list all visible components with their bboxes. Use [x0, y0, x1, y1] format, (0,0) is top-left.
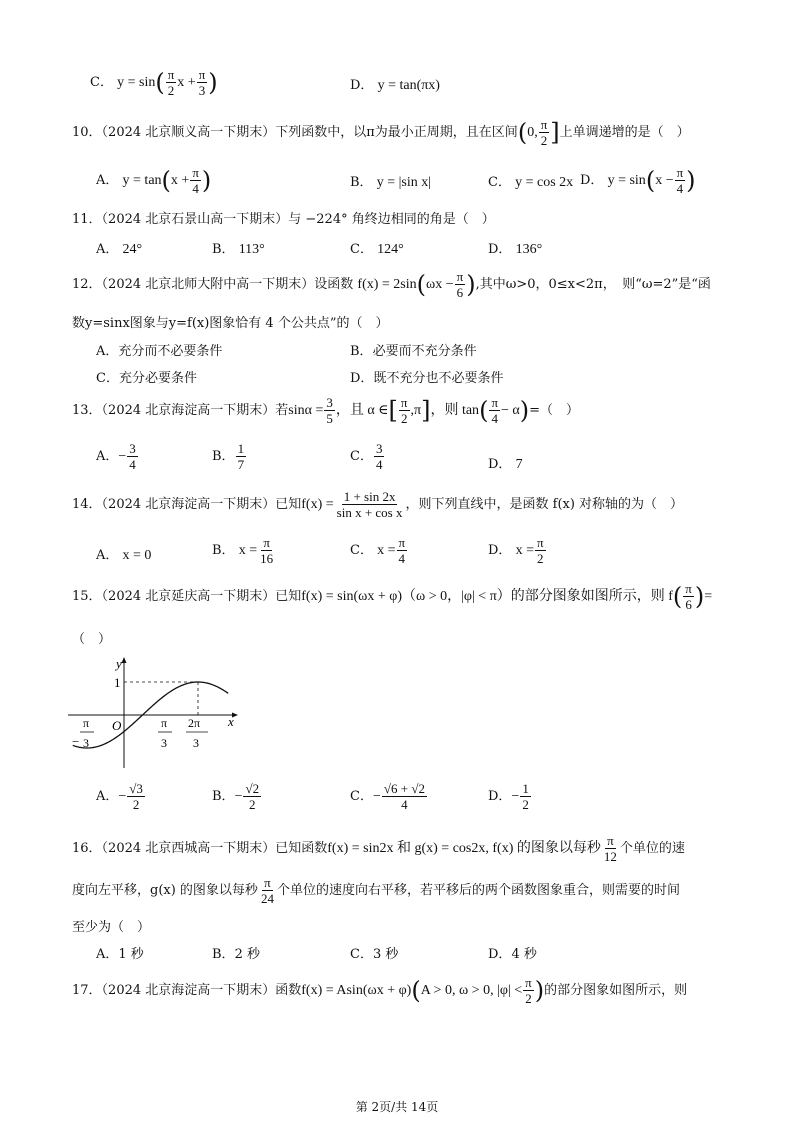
fraction: $\frac{3}{5}$ [326, 395, 333, 426]
fraction: $\frac{\pi}{2}$ [536, 535, 544, 566]
q14-option-d: D． x = $\frac{\pi}{2}$ [488, 535, 544, 566]
q15-option-c: C．− $\frac{√6 + √2}{4}$ [350, 781, 425, 812]
q11-option-a: A． 24° [96, 242, 143, 257]
q12-option-b: B．必要而不充分条件 [350, 344, 477, 359]
q12-stem-line2: 数y=sinx图象与y=f(x)图象恰有 4 个公共点”的（ ） [72, 316, 389, 331]
tick-pi-3-numerator: π [161, 716, 168, 730]
fraction: $\frac{\pi}{2}$ [540, 117, 548, 148]
tick-neg-pi-3-numerator: π [83, 716, 90, 730]
q12-option-a: A．充分而不必要条件 [96, 344, 223, 359]
fraction: $\frac{\pi}{12}$ [603, 833, 617, 864]
q14-option-a: A． x = 0 [96, 548, 152, 563]
fraction: $\frac{3}{4}$ [129, 441, 136, 472]
q9-option-c: C． y = sin( $\frac{\pi}{2}$ x + $\frac{\pi}{3}$ ) [90, 67, 218, 98]
q13-option-b: B． $\frac{1}{7}$ [212, 441, 245, 472]
fraction: $\frac{√2}{2}$ [245, 781, 260, 812]
tick-2pi-3-numerator: 2π [188, 716, 201, 730]
q12-option-d: D．既不充分也不必要条件 [350, 371, 504, 386]
q10-option-a: A． y = tan(x + $\frac{\pi}{4}$ ) [96, 165, 212, 196]
fraction: $\frac{\pi}{16}$ [260, 535, 274, 566]
q15-stem-line2: （ ） [72, 632, 112, 647]
fraction: $\frac{√6 + √2}{4}$ [383, 781, 425, 812]
fraction: $\frac{\pi}{6}$ [456, 269, 464, 300]
q13-stem: 13．（2024 北京海淀高一下期末）若sinα = $\frac{3}{5}$ ，且 α ∈[ $\frac{\pi}{2}$ ,π]，则 tan( $\frac{\pi}{4}$ − α)=（ ） [72, 395, 580, 426]
q10-option-b: B． y = |sin x| [350, 175, 432, 190]
q12-option-c: C．充分必要条件 [96, 371, 197, 386]
q15-sine-graph [68, 652, 248, 770]
fraction: $\frac{\pi}{4}$ [676, 165, 684, 196]
q16-option-b: B．2 秒 [212, 947, 260, 962]
fraction: $\frac{1}{7}$ [237, 441, 245, 472]
q14-stem: 14．（2024 北京海淀高一下期末）已知f(x) = $\frac{1 + \sin 2x}{\text{sin x + cos x}}$ ，则下列直线中，是函数 f(x) 对称轴的为（ ） [72, 489, 684, 520]
q15-option-b: B．− $\frac{√2}{2}$ [212, 781, 260, 812]
x-axis-label: x [228, 714, 234, 729]
q10-option-d: D． y = sin(x − $\frac{\pi}{4}$ ) [580, 165, 696, 196]
q13-option-d: D． 7 [488, 457, 523, 472]
peak-value-label: 1 [114, 675, 121, 690]
q16-stem: 16．（2024 北京西城高一下期末）已知函数f(x) = sin2x 和 g(x) = cos2x, f(x) 的图象以每秒 $\frac{\pi}{12}$ 个单位的速 [72, 833, 685, 864]
fraction: $\frac{\pi}{4}$ [192, 165, 199, 196]
q12-stem: 12．（2024 北京北师大附中高一下期末）设函数 f(x) = 2sin(ωx − $\frac{\pi}{6}$ ),其中ω>0，0≤x<2π， 则“ω=2”是“函 [72, 269, 711, 300]
tick-neg-pi-3-sign: − [72, 734, 80, 749]
fraction: $\frac{\pi}{4}$ [491, 395, 499, 426]
q11-option-d: D． 136° [488, 242, 543, 257]
y-axis-label: y [116, 656, 122, 671]
q16-option-c: C．3 秒 [350, 947, 399, 962]
page-footer: 第 2页/共 14页 [355, 1100, 439, 1114]
tick-2pi-3-denominator: 3 [193, 736, 199, 750]
fraction: $\frac{\pi}{6}$ [685, 581, 692, 612]
q10-option-c: C． y = cos 2x [488, 175, 574, 190]
fraction: $\frac{\pi}{2}$ [525, 975, 532, 1006]
q14-option-c: C． x = $\frac{\pi}{4}$ [350, 535, 406, 566]
fraction: $\frac{\pi}{2}$ [167, 67, 175, 98]
q13-option-a: A．− $\frac{3}{4}$ [96, 441, 136, 472]
q15-option-d: D．− $\frac{1}{2}$ [488, 781, 529, 812]
q15-stem: 15．（2024 北京延庆高一下期末）已知f(x) = sin(ωx + φ)（ω > 0，|φ| < π）的部分图象如图所示，则 f( $\frac{\pi}{6}$ )= [72, 581, 713, 612]
fraction: $\frac{\pi}{4}$ [398, 535, 406, 566]
tick-pi-3-denominator: 3 [161, 736, 167, 750]
q17-stem: 17．（2024 北京海淀高一下期末）函数f(x) = Asin(ωx + φ)(A > 0, ω > 0, |φ| < $\frac{\pi}{2}$ )的部分图象如图所示，则 [72, 975, 688, 1006]
q16-stem-line2: 度向左平移，g(x) 的图象以每秒 $\frac{\pi}{24}$ 个单位的速度向右平移，若平移后的两个函数图象重合，则需要的时间 [72, 875, 680, 906]
q16-option-a: A．1 秒 [96, 947, 144, 962]
q11-stem: 11．（2024 北京石景山高一下期末）与 −224° 角终边相同的角是（ ） [72, 212, 495, 227]
fraction: $\frac{1}{2}$ [522, 781, 529, 812]
q11-option-c: C． 124° [350, 242, 404, 257]
q14-option-b: B． x = $\frac{\pi}{16}$ [212, 535, 274, 566]
fraction: $\frac{\pi}{3}$ [198, 67, 206, 98]
fraction: $\frac{\pi}{2}$ [400, 395, 408, 426]
fraction: $\frac{\pi}{24}$ [260, 875, 274, 906]
tick-neg-pi-3-denominator: 3 [83, 736, 89, 750]
y-axis-arrow [122, 657, 127, 663]
fraction: $\frac{3}{4}$ [375, 441, 383, 472]
q16-stem-line3: 至少为（ ） [72, 920, 151, 935]
origin-label: O [112, 718, 122, 733]
q13-option-c: C． $\frac{3}{4}$ [350, 441, 383, 472]
q10-stem: 10．（2024 北京顺义高一下期末）下列函数中，以π为最小正周期，且在区间(0, $\frac{\pi}{2}$ ]上单调递增的是（ ） [72, 117, 690, 148]
q9-option-d: D． y = tan(πx) [350, 78, 440, 93]
q16-option-d: D．4 秒 [488, 947, 537, 962]
fraction: $\frac{√3}{2}$ [129, 781, 143, 812]
q11-option-b: B． 113° [212, 242, 265, 257]
q15-option-a: A．− $\frac{√3}{2}$ [96, 781, 143, 812]
fraction: $\frac{1 + \sin 2x}{\text{sin x + cos x}}$ [336, 489, 403, 520]
